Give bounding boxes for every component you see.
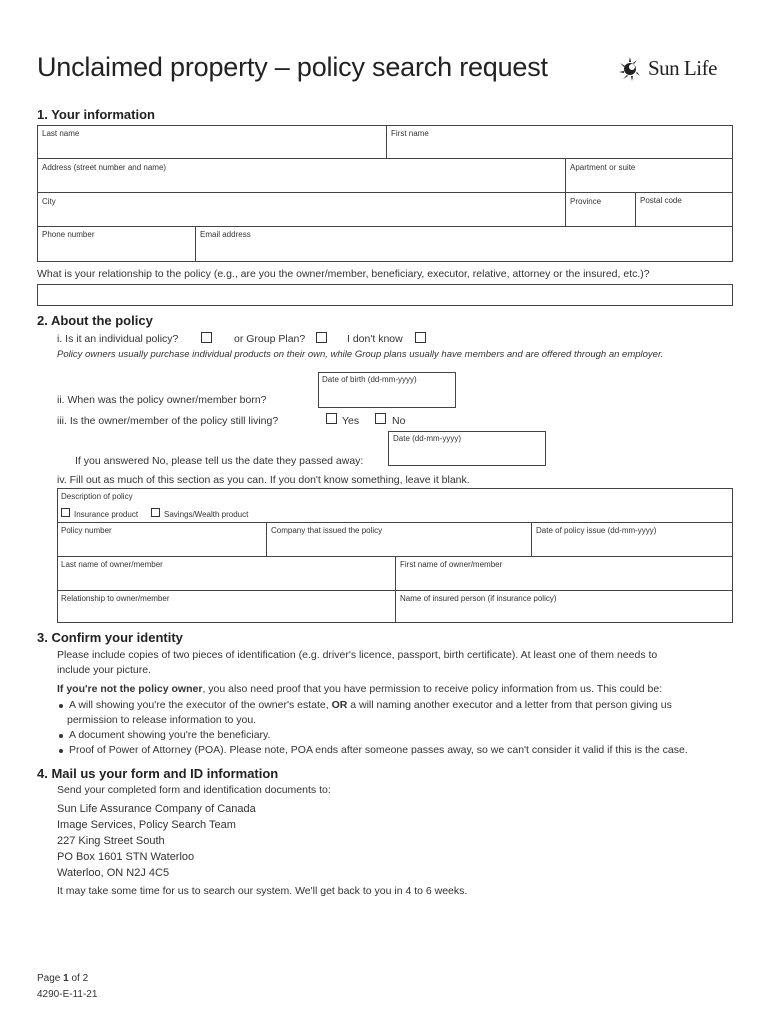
bullet-1b: a will naming another executor and a letter from that person giving us [350,699,672,711]
bullet-icon [59,734,63,738]
q1-group-text: or Group Plan? [234,333,306,345]
bullet-2: A document showing you're the beneficiary. [69,729,271,741]
group-plan-checkbox[interactable] [316,332,327,343]
dob-label: Date of birth (dd-mm-yyyy) [322,375,417,384]
form-code: 4290-E-11-21 [37,989,98,1000]
insurance-product-label: Insurance product [74,510,139,519]
owner-last-name-field[interactable]: Last name of owner/member [61,560,163,569]
issue-date-field[interactable]: Date of policy issue (dd-mm-yyyy) [536,526,657,535]
living-yes-label: Yes [342,415,360,427]
living-no-checkbox[interactable] [375,413,386,424]
bullet-icon [59,749,63,753]
bullet-icon [59,704,63,708]
section-1-heading: 1. Your information [37,107,155,122]
apartment-field[interactable]: Apartment or suite [570,163,636,172]
q2-born-text: ii. When was the policy owner/member born? [57,394,267,406]
bullet-1-line2: permission to release information to you. [67,714,257,726]
city-field[interactable]: City [42,197,56,206]
sun-life-logo-icon [616,54,646,84]
company-field[interactable]: Company that issued the policy [271,526,383,535]
bullet-1 [69,699,672,711]
relationship-input[interactable] [37,284,733,306]
mail-address-line: Waterloo, ON N2J 4C5 [57,867,170,879]
bullet-1a: A will showing you're the executor of the owner's estate, [69,699,329,711]
bullet-3: Proof of Power of Attorney (POA). Please note, POA ends after someone passes away, so we can't consider it valid if this is the case. [69,744,688,756]
page-total: of 2 [71,973,89,984]
passed-away-text: If you answered No, please tell us the date they passed away: [75,455,364,467]
policy-note: Policy owners usually purchase individual products on their own, while Group plans usually have members and are offered through an employer. [57,349,664,360]
policy-number-field[interactable]: Policy number [61,526,112,535]
phone-field[interactable]: Phone number [42,230,95,239]
mail-intro: Send your completed form and identification documents to: [57,784,331,796]
bullet-1-or: OR [331,699,348,711]
section-4-heading: 4. Mail us your form and ID information [37,766,279,781]
not-owner-rest: , you also need proof that you have permission to receive policy information from us. This could be: [202,683,663,695]
date-label: Date (dd-mm-yyyy) [393,434,462,443]
insurance-product-checkbox[interactable] [61,508,70,517]
your-information-form [37,125,733,262]
relationship-owner-field[interactable]: Relationship to owner/member [61,594,170,603]
q1-individual-text: i. Is it an individual policy? [57,333,179,345]
mail-address-line: PO Box 1601 STN Waterloo [57,851,195,863]
living-yes-checkbox[interactable] [326,413,337,424]
mail-address-line: 227 King Street South [57,835,165,847]
page-title: Unclaimed property – policy search request [37,52,548,82]
last-name-field[interactable]: Last name [42,129,80,138]
description-label: Description of policy [61,492,133,501]
postal-code-field[interactable]: Postal code [640,196,682,205]
address-field[interactable]: Address (street number and name) [42,163,167,172]
not-owner-para [57,683,662,695]
dont-know-checkbox[interactable] [415,332,426,343]
not-owner-bold: If you're not the policy owner [57,683,203,695]
province-field[interactable]: Province [570,197,602,206]
q4-text: iv. Fill out as much of this section as you can. If you don't know something, leave it blank. [57,474,470,486]
page-number [37,973,88,984]
mail-address-line: Image Services, Policy Search Team [57,819,236,831]
section-3-heading: 3. Confirm your identity [37,630,183,645]
insured-name-field[interactable]: Name of insured person (if insurance policy) [400,594,557,603]
email-field[interactable]: Email address [200,230,251,239]
logo-text: Sun Life [648,56,717,80]
section-2-heading: 2. About the policy [37,313,153,328]
living-no-label: No [392,415,406,427]
id-para-line1: Please include copies of two pieces of identification (e.g. driver's licence, passport, birth certificate). At least one of them needs to [57,649,658,661]
first-name-field[interactable]: First name [391,129,429,138]
individual-policy-checkbox[interactable] [201,332,212,343]
id-para-line2: include your picture. [57,664,151,676]
mail-address-line: Sun Life Assurance Company of Canada [57,803,256,815]
q3-living-text: iii. Is the owner/member of the policy still living? [57,415,279,427]
savings-product-label: Savings/Wealth product [164,510,249,519]
relationship-question: What is your relationship to the policy (e.g., are you the owner/member, beneficiary, executor, relative, attorney or the insured, etc.)? [37,268,650,280]
owner-first-name-field[interactable]: First name of owner/member [400,560,503,569]
wait-time-note: It may take some time for us to search our system. We'll get back to you in 4 to 6 weeks. [57,885,468,897]
q1-dont-know-text: I don't know [347,333,403,345]
savings-product-checkbox[interactable] [151,508,160,517]
page-current: 1 [63,973,69,984]
page-prefix: Page [37,973,61,984]
